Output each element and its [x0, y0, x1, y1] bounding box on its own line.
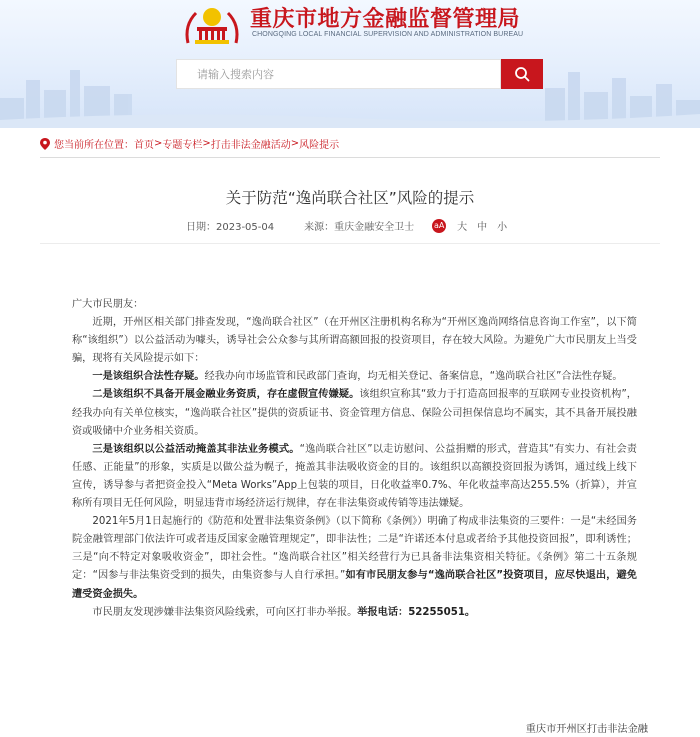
paragraph-point-3: 三是该组织以公益活动掩盖其非法业务模式。“逸尚联合社区”以走访慰问、公益捐赠的形式，营造其“有实力、有社会责任感、正能量”的形象，实质是以做公益为幌子，掩盖其非法吸收资金的目的。该组织以高额投资回报为诱饵，通过线上线下宣传，诱导参与者把资金投入“Meta Works”App上包装的项目，日化收益率0.7%、年化收益率高达255.5%（折算），并宣称所有项目无任何风险，明显违背市场经济运行规律，存在非法集资或传销等违法嫌疑。 [72, 443, 637, 510]
search-box [176, 59, 501, 89]
paragraph-point-2: 二是该组织不具备开展金融业务资质，存在虚假宣传嫌疑。该组织宣称其“致力于打造高回报率的互联网专业投资机构”，经我办向有关单位核实，“逸尚联合社区”提供的资质证书、资金管理方信息、保险公司担保信息均不属实，其不具备开展投融资或吸储中介业务相关资质。 [72, 389, 637, 437]
search-icon [514, 66, 530, 82]
search-input[interactable] [177, 60, 500, 88]
breadcrumb-prefix: 您当前所在位置： [54, 140, 134, 151]
signature: 重庆市开州区打击非法金融 [525, 724, 648, 735]
font-size-medium[interactable]: 中 [477, 222, 488, 233]
article-source: 来源：重庆金融安全卫士 [304, 222, 415, 233]
font-size-icon: aA [432, 219, 446, 233]
article-meta [186, 218, 512, 233]
paragraph-point-1: 一是该组织合法性存疑。经我办向市场监管和民政部门查询，均无相关登记、备案信息，“逸尚联合社区”合法性存疑。 [92, 371, 623, 383]
meta-divider [40, 243, 660, 244]
breadcrumb-separator: > [290, 138, 300, 149]
site-header [0, 0, 700, 128]
font-size-small[interactable]: 小 [497, 222, 508, 233]
breadcrumb-separator: > [154, 138, 163, 149]
site-subtitle: CHONGQING LOCAL FINANCIAL SUPERVISION AND ADMINISTRATION BUREAU [252, 31, 524, 38]
breadcrumb [40, 136, 339, 151]
breadcrumb-separator: > [202, 138, 211, 149]
paragraph-report: 市民朋友发现涉嫌非法集资风险线索，可向区打非办举报。举报电话：52255051。 [92, 606, 476, 618]
article-title: 关于防范“逸尚联合社区”风险的提示 [225, 189, 475, 207]
emblem-icon [182, 3, 242, 45]
article-body [72, 296, 637, 622]
breadcrumb-home[interactable]: 首页 [134, 140, 154, 151]
breadcrumb-divider [40, 157, 660, 158]
font-size-large[interactable]: 大 [457, 222, 468, 233]
greeting: 广大市民朋友： [72, 299, 144, 310]
location-pin-icon [40, 138, 50, 150]
breadcrumb-topics[interactable]: 专题专栏 [162, 140, 203, 151]
breadcrumb-risk-alerts[interactable]: 风险提示 [299, 140, 340, 151]
site-title: 重庆市地方金融监督管理局 [250, 7, 521, 32]
paragraph-intro: 近期，开州区相关部门排查发现，“逸尚联合社区”（在开州区注册机构名称为“开州区逸尚网络信息咨询工作室”，以下简称“该组织”）以公益活动为噱头，诱导社会公众参与其所谓高额回报的投资项目，存在较大风险。为避免广大市民朋友上当受骗，现将有关风险提示如下： [72, 317, 637, 365]
paragraph-regulation: 2021年5月1日起施行的《防范和处置非法集资条例》（以下简称《条例》）明确了构成非法集资的三要件：一是“未经国务院金融管理部门依法许可或者违反国家金融管理规定”，即非法性；二是“许诺还本付息或者给予其他投资回报”，即利诱性；三是“向不特定对象吸收资金”，即社会性。“逸尚联合社区”相关经营行为已具备非法集资相关特征。《条例》第二十五条规定：“因参与非法集资受到的损失，由集资参与人自行承担。”如有市民朋友参与“逸尚联合社区”投资项目，应尽快退出，避免遭受资金损失。 [72, 516, 637, 600]
breadcrumb-illegal-finance[interactable]: 打击非法金融活动 [210, 140, 291, 151]
search-button[interactable] [501, 59, 543, 89]
publish-date: 日期：2023-05-04 [186, 222, 275, 233]
